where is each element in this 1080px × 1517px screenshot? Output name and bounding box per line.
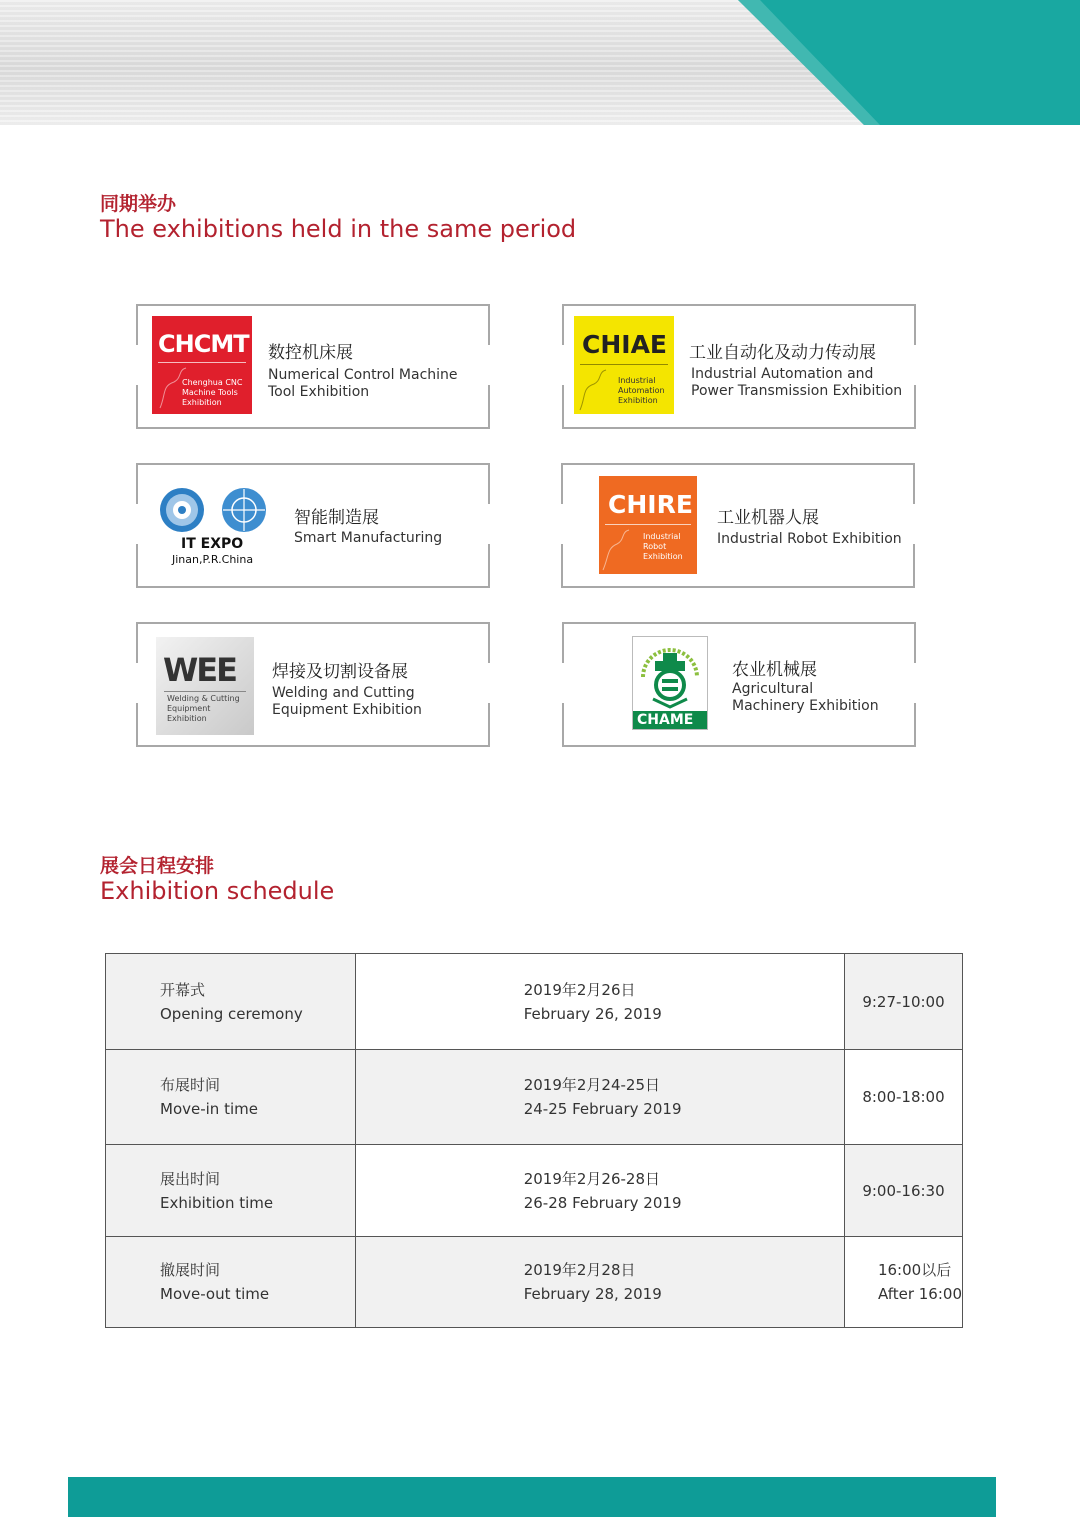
schedule-date-cell [355, 1145, 844, 1237]
card-name-cn: 工业机器人展 [717, 508, 819, 528]
wee-logo-sub-3: Exhibition [167, 714, 207, 723]
card-name-cn: 智能制造展 [294, 508, 379, 528]
schedule-date-cell [355, 954, 844, 1050]
schedule-row [106, 1237, 963, 1328]
concurrent-title-en: The exhibitions held in the same period [100, 215, 577, 243]
event-date-cn: 2019年2月24-25日 [523, 1076, 661, 1094]
chcmt-logo-sub-2: Machine Tools [182, 388, 238, 397]
card-name-cn: 工业自动化及动力传动展 [689, 343, 876, 363]
itexpo-logo-sub: Jinan,P.R.China [172, 553, 254, 566]
event-time-cn: 16:00以后 [877, 1261, 952, 1279]
schedule-title-en: Exhibition schedule [100, 877, 335, 905]
schedule-date-cell [355, 1237, 844, 1328]
chiae-logo-sub-3: Exhibition [618, 396, 658, 405]
event-name-cn: 布展时间 [160, 1076, 221, 1094]
wee-logo [156, 637, 254, 735]
wee-logo-sub-2: Equipment [167, 704, 211, 713]
event-name-cn: 撤展时间 [160, 1261, 221, 1279]
schedule-time-cell [844, 1050, 962, 1145]
header-band [0, 0, 1080, 125]
card-name-en-line1: Numerical Control Machine [268, 367, 458, 383]
event-date-en: 26-28 February 2019 [523, 1193, 682, 1212]
event-time: 9:00-16:30 [862, 1181, 945, 1200]
event-time-en: After 16:00 [877, 1285, 962, 1303]
card-name-en-line2: Tool Exhibition [268, 384, 370, 400]
exhibition-card-wee [136, 622, 490, 747]
event-name-en: Move-in time [160, 1100, 258, 1118]
un-emblem-icon [222, 488, 266, 532]
event-name-cn: 展出时间 [160, 1169, 221, 1188]
schedule-table [105, 953, 963, 1328]
schedule-event-cell [106, 1145, 356, 1237]
schedule-event-cell [106, 954, 356, 1050]
card-name-en-line2: Power Transmission Exhibition [691, 383, 903, 399]
event-date-cn: 2019年2月28日 [523, 1261, 636, 1279]
event-name-cn: 开幕式 [160, 980, 206, 999]
chiae-logo-word: CHIAE [582, 330, 667, 359]
wee-logo-word: WEE [163, 651, 237, 689]
schedule-row [106, 1050, 963, 1145]
schedule-time-cell [844, 954, 962, 1050]
card-name-en-line2: Equipment Exhibition [272, 702, 422, 718]
chcmt-logo [152, 316, 252, 414]
event-name-en: Move-out time [160, 1285, 270, 1303]
chire-logo [599, 476, 697, 574]
chiae-logo-sub-2: Automation [618, 386, 665, 395]
card-name-en-line1: Smart Manufacturing [294, 530, 443, 546]
schedule-title-cn: 展会日程安排 [100, 855, 215, 877]
event-name-en: Exhibition time [160, 1193, 274, 1212]
schedule-event-cell [106, 1237, 356, 1328]
schedule-time-cell [844, 1145, 962, 1237]
event-time: 9:27-10:00 [862, 992, 945, 1011]
schedule-date-cell [355, 1050, 844, 1145]
card-name-cn: 农业机械展 [732, 660, 817, 680]
event-time: 8:00-18:00 [862, 1088, 945, 1106]
event-date-cn: 2019年2月26日 [523, 980, 636, 999]
card-name-cn: 焊接及切割设备展 [272, 662, 408, 682]
event-name-en: Opening ceremony [160, 1004, 303, 1023]
card-name-en-line1: Welding and Cutting [272, 685, 415, 701]
exhibition-card-chame [562, 622, 916, 747]
exhibition-card-chire [561, 463, 915, 588]
chire-logo-word: CHIRE [608, 490, 693, 519]
chame-logo [632, 636, 708, 730]
wee-logo-sub-1: Welding & Cutting [167, 694, 240, 703]
header-accent [0, 0, 1080, 125]
exhibition-card-chcmt [136, 304, 490, 429]
chire-logo-sub-2: Robot [643, 542, 667, 551]
footer-bar [68, 1477, 996, 1517]
chire-logo-sub-1: Industrial [643, 532, 681, 541]
chcmt-logo-word: CHCMT [158, 330, 249, 358]
concurrent-title-cn: 同期举办 [100, 193, 177, 215]
schedule-row [106, 954, 963, 1050]
schedule-row [106, 1145, 963, 1237]
exhibition-card-itexpo [136, 463, 490, 588]
itexpo-logo [156, 485, 282, 567]
card-name-en-line1: Industrial Robot Exhibition [717, 531, 902, 547]
event-date-en: February 26, 2019 [523, 1004, 662, 1023]
card-name-en-line2: Machinery Exhibition [732, 698, 879, 714]
event-date-cn: 2019年2月26-28日 [523, 1169, 661, 1188]
card-name-cn: 数控机床展 [268, 343, 353, 363]
expo-emblem-icon [160, 488, 204, 532]
event-date-en: February 28, 2019 [523, 1285, 662, 1303]
chcmt-logo-sub-3: Exhibition [182, 398, 222, 407]
exhibition-card-chiae [562, 304, 916, 429]
chiae-logo [574, 316, 674, 414]
wheat-tractor-emblem-icon [633, 637, 707, 711]
chiae-logo-sub-1: Industrial [618, 376, 656, 385]
card-name-en-line1: Agricultural [732, 681, 814, 697]
event-date-en: 24-25 February 2019 [523, 1100, 682, 1118]
card-name-en-line1: Industrial Automation and [691, 366, 874, 382]
itexpo-logo-word: IT EXPO [181, 536, 244, 552]
chcmt-logo-sub-1: Chenghua CNC [182, 378, 243, 387]
chire-logo-sub-3: Exhibition [643, 552, 683, 561]
schedule-event-cell [106, 1050, 356, 1145]
chame-logo-word: CHAME [637, 712, 694, 728]
schedule-time-cell [844, 1237, 962, 1328]
